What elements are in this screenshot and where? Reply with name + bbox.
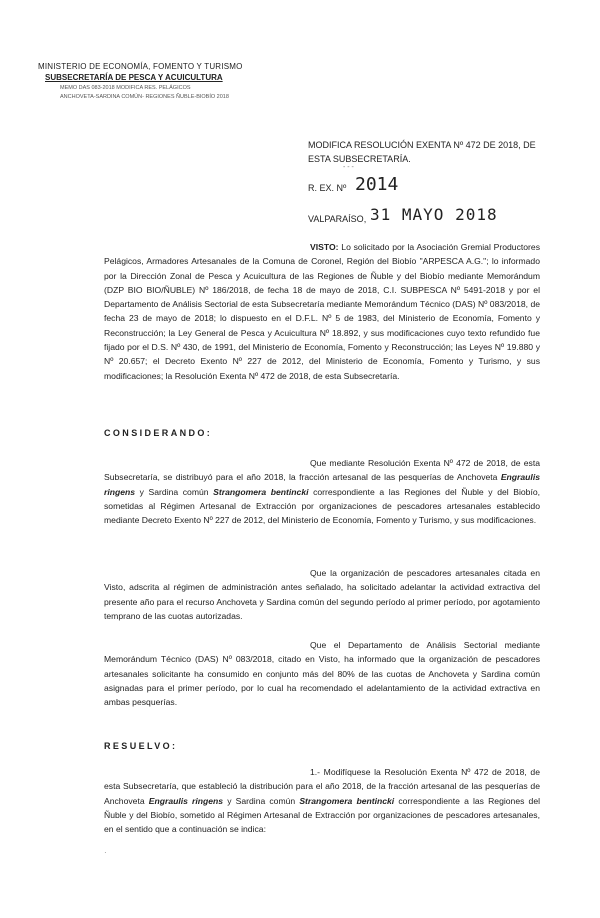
considerando-paragraph-2: Que la organización de pescadores artesanales citada en Visto, adscrita al régimen de administración antes señalado, ha solicitado adelantar la actividad extractiva del presente año para el recurso Anchoveta y Sardina común del segundo período al primer período, por agotamiento temprano de las cuotas autorizadas. — [104, 568, 540, 621]
species-reference: ANCHOVETA-SARDINA COMÚN- REGIONES ÑUBLE-BIOBÍO 2018 — [60, 94, 229, 100]
memo-reference: MEMO DAS 083-2018 MODIFICA RES. PELÁGICOS — [60, 85, 191, 91]
species-name-sardina: Strangomera bentincki — [299, 795, 395, 806]
document-subject: MODIFICA RESOLUCIÓN EXENTA Nº 472 DE 2018, DE ESTA SUBSECRETARÍA. — [308, 140, 536, 164]
resolution-number: 2014 — [355, 174, 399, 195]
resuelvo-heading: RESUELVO: — [104, 741, 178, 751]
visto-text: Lo solicitado por la Asociación Gremial Productores Pelágicos, Armadores Artesanales de la Comuna de Coronel, Región del Biobío "ARPESCA A.G."; lo informado por la Dirección Zonal de Pesca y Acuicultura de las Regiones de Ñuble y del Biobío mediante Memorándum (DZP BIO BIO/ÑUBLE) Nº 186/2018, de fecha 18 de mayo de 2018, C.I. SUBPESCA Nº 5491-2018 y por el Departamento de Análisis Sectorial de esta Subsecretaría mediante Memorándum Técnico (DAS) Nº 083/2018, de fecha 23 de mayo de 2018; lo dispuesto en el D.F.L. Nº 5 de 1983, del Ministerio de Economía, Fomento y Reconstrucción; la Ley General de Pesca y Acuicultura Nº 18.892, y sus modificaciones cuyo texto refundido fue fijado por el D.S. Nº 430, de 1991, del Ministerio de Economía, Fomento y Reconstrucción; las Leyes Nº 19.880 y Nº 20.657; el Decreto Exento Nº 227 de 2012, del Ministerio de Economía, Fomento y Turismo, y sus modificaciones; la Resolución Exenta Nº 472 de 2018, de esta Subsecretaría. — [104, 242, 540, 381]
considerando-paragraph-1: Que mediante Resolución Exenta Nº 472 de 2018, de esta Subsecretaría, se distribuyó para el año 2018, la fracción artesanal de las pesquerías de Anchoveta Engraulis ringens y Sardina común Strangomera bentincki correspondiente a las Regiones del Ñuble y del Biobío, sometidas al Régimen Artesanal de Extracción por organizaciones de pescadores artesanales establecido mediante Decreto Exento Nº 227 de 2012, del Ministerio de Economía, Fomento y Turismo, y sus modificaciones. — [104, 458, 541, 526]
considerando-paragraph-3: Que el Departamento de Análisis Sectorial mediante Memorándum Técnico (DAS) Nº 083/2018, citado en Visto, ha informado que la organización de pescadores artesanales solicitante ha consumido en conjunto más del 80% de las cuotas de Anchoveta y Sardina común asignadas para el primer período, por lo cual ha recomendado el adelantamiento de la actividad extractiva en ambas pesquerías. — [104, 640, 540, 708]
margin-mark: · — [104, 848, 107, 857]
resuelvo-paragraph-1: 1.- Modifíquese la Resolución Exenta Nº 472 de 2018, de esta Subsecretaría, que estableció la distribución para el año 2018, de la fracción artesanal de las pesquerías de Anchoveta Engraulis ringens y Sardina común Strangomera bentincki correspondiente a las Regiones del Ñuble y del Biobío, sometido al Régimen Artesanal de Extracción por organizaciones de pescadores artesanales, en el sentido que a continuación se indica: — [104, 767, 541, 835]
visto-paragraph — [104, 240, 540, 383]
species-name-sardina: Strangomera bentincki — [213, 486, 309, 497]
species-name-anchoveta: Engraulis ringens — [148, 795, 224, 806]
subsecretaria-name: SUBSECRETARÍA DE PESCA Y ACUICULTURA — [45, 73, 223, 82]
species-name-anchoveta: Engraulis ringens — [104, 472, 540, 497]
resolution-date: 31 MAYO 2018 — [370, 205, 498, 224]
resolution-place: VALPARAÍSO, — [308, 214, 367, 224]
considerando-heading: CONSIDERANDO: — [104, 428, 213, 438]
ministry-name: MINISTERIO DE ECONOMÍA, FOMENTO Y TURISMO — [38, 62, 243, 71]
visto-label: VISTO: — [310, 242, 339, 252]
dotted-separator: - - - — [343, 164, 354, 171]
resolution-label: R. EX. Nº — [308, 183, 347, 193]
